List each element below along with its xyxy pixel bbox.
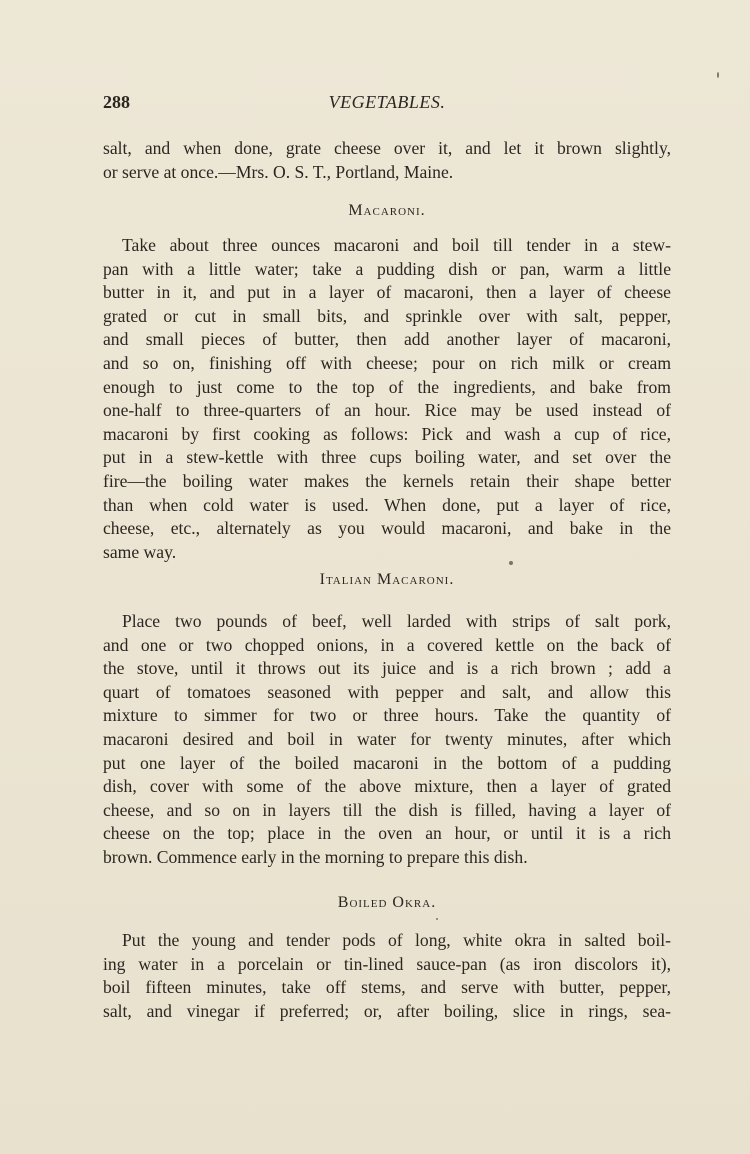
text-line: Place two pounds of beef, well larded with strips of salt pork, [122, 611, 671, 631]
text-line: salt, and when done, grate cheese over it, and let it brown slightly, [103, 138, 671, 158]
text-line: fire—the boiling water makes the kernels retain their shape better [103, 470, 671, 491]
section-heading-boiled-okra: Boiled Okra. [337, 894, 437, 911]
text-line: the stove, until it throws out its juice and is a rich brown ; add a [103, 658, 671, 679]
text-line: dish, cover with some of the above mixture, then a layer of grated [103, 776, 671, 797]
text-line: one-half to three-quarters of an hour. Rice may be used instead of [103, 400, 671, 421]
continuation-paragraph [103, 137, 671, 184]
boiled-okra-paragraph [103, 929, 671, 1023]
text-line: enough to just come to the top of the ingredients, and bake from [103, 376, 671, 397]
page-header [103, 92, 671, 116]
text-line: pan with a little water; take a pudding dish or pan, warm a little [103, 258, 671, 279]
text-line: Put the young and tender pods of long, white okra in salted boil- [122, 930, 671, 950]
paper-speck [436, 918, 438, 920]
text-line: or serve at once.—Mrs. O. S. T., Portland, Maine. [103, 161, 454, 182]
section-heading-macaroni: Macaroni. [348, 202, 426, 219]
text-line: and one or two chopped onions, in a covered kettle on the back of [103, 634, 671, 655]
text-line: same way. [103, 541, 177, 562]
text-line: boil fifteen minutes, take off stems, and serve with butter, pepper, [103, 977, 671, 998]
text-line: mixture to simmer for two or three hours. Take the quantity of [103, 705, 671, 726]
text-line: cheese, and so on in layers till the dish is filled, having a layer of [103, 799, 671, 820]
text-line: quart of tomatoes seasoned with pepper and salt, and allow this [103, 681, 671, 702]
section-heading-italian-macaroni: Italian Macaroni. [319, 571, 455, 588]
text-line: put in a stew-kettle with three cups boiling water, and set over the [103, 447, 671, 468]
running-head: VEGETABLES. [328, 92, 446, 112]
text-line: Take about three ounces macaroni and boil till tender in a stew- [122, 235, 671, 255]
text-line: brown. Commence early in the morning to prepare this dish. [103, 846, 528, 867]
italian-macaroni-paragraph [103, 610, 671, 870]
page-number: 288 [103, 92, 130, 112]
text-line: cheese on the top; place in the oven an hour, or until it is a rich [103, 823, 671, 844]
text-line: grated or cut in small bits, and sprinkle over with salt, pepper, [103, 305, 671, 326]
text-line: butter in it, and put in a layer of macaroni, then a layer of cheese [103, 282, 671, 303]
text-line: than when cold water is used. When done, put a layer of rice, [103, 494, 671, 515]
text-line: ing water in a porcelain or tin-lined sauce-pan (as iron discolors it), [103, 953, 671, 974]
paper-speck [717, 72, 719, 78]
text-line: and so on, finishing off with cheese; pour on rich milk or cream [103, 352, 671, 373]
macaroni-paragraph [103, 234, 671, 564]
text-line: and small pieces of butter, then add another layer of macaroni, [103, 329, 671, 350]
text-line: cheese, etc., alternately as you would macaroni, and bake in the [103, 518, 671, 539]
paper-speck [509, 561, 513, 565]
text-line: macaroni desired and boil in water for twenty minutes, after which [103, 728, 671, 749]
text-line: macaroni by first cooking as follows: Pick and wash a cup of rice, [103, 423, 671, 444]
text-line: put one layer of the boiled macaroni in the bottom of a pudding [103, 752, 671, 773]
text-line: salt, and vinegar if preferred; or, after boiling, slice in rings, sea- [103, 1000, 671, 1021]
